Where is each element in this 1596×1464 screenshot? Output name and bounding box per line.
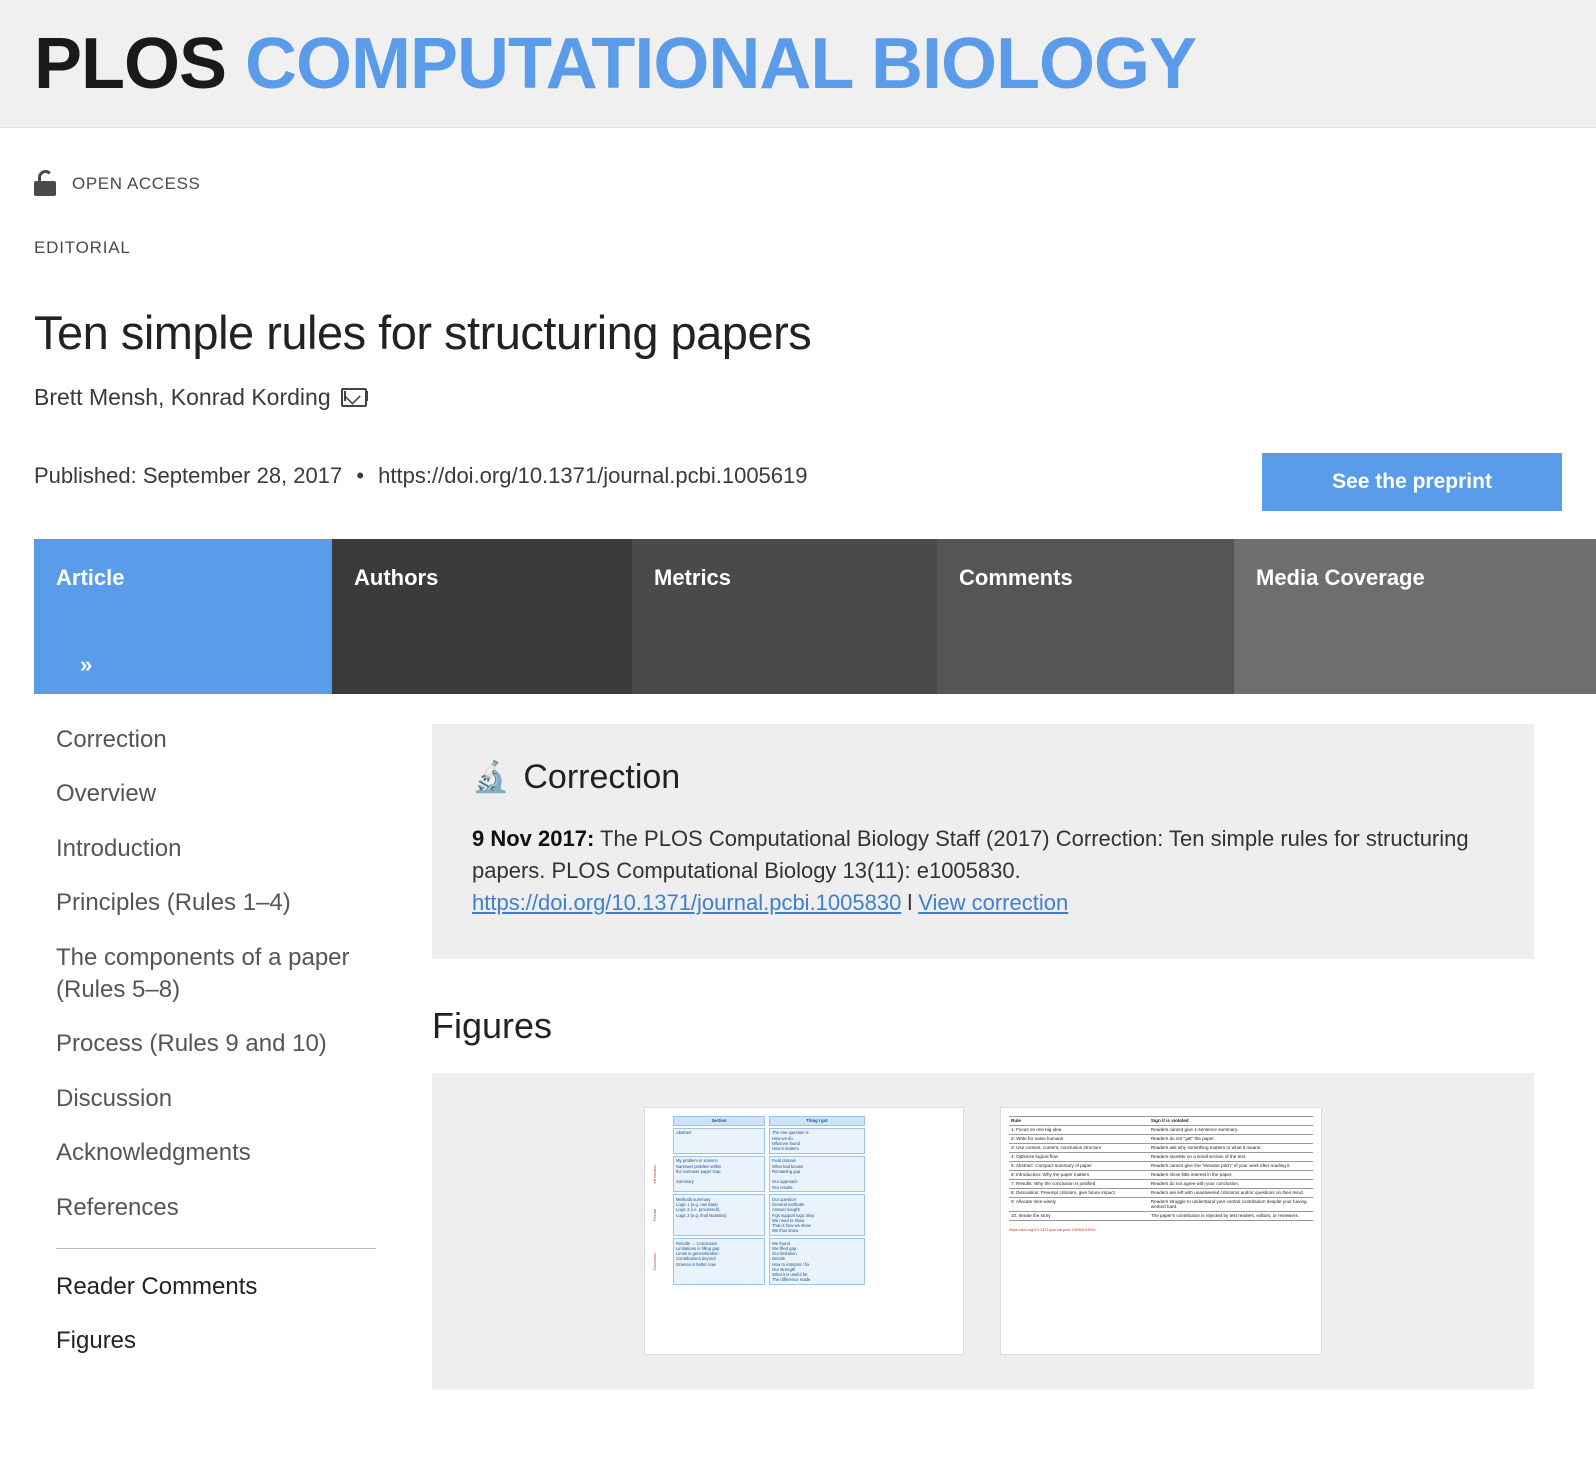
fig1-row-1-right: The one question is How we do What we found How it matters: [769, 1128, 865, 1154]
fig2-r9-c1: 9: Allocate time wisely: [1009, 1197, 1149, 1211]
published-date: Published: September 28, 2017: [34, 463, 343, 489]
fig2-r4-c1: 4: Optimize logical flow: [1009, 1152, 1149, 1161]
body-area: [34, 724, 1562, 1389]
table-row: [1009, 1197, 1313, 1211]
fig2-r3-c1: 3: Use context, content, conclusion structure: [1009, 1143, 1149, 1152]
fig2-r1-c1: 1: Focus on one big idea: [1009, 1125, 1149, 1134]
fig2-r9-c2: Readers struggle to understand your central contribution despite your having worked hard.: [1149, 1197, 1313, 1211]
publication-info: [34, 453, 808, 489]
publication-separator: •: [356, 463, 365, 489]
tab-metrics[interactable]: [632, 539, 937, 694]
fig2-doi: https://doi.org/10.1371/journal.pcbi.1005619.t001: [1009, 1226, 1096, 1232]
table-row: [1009, 1179, 1313, 1188]
figure-thumbnail-1[interactable]: [644, 1107, 964, 1355]
site-masthead: [0, 0, 1596, 128]
tab-media-coverage[interactable]: [1234, 539, 1596, 694]
table-row: [1009, 1170, 1313, 1179]
open-access-label: OPEN ACCESS: [72, 174, 201, 193]
email-icon[interactable]: [341, 388, 367, 407]
fig1-col-header-2: Thing I got: [769, 1116, 865, 1126]
tab-article-label: Article: [56, 565, 125, 591]
correction-citation: The PLOS Computational Biology Staff (2017) Correction: Ten simple rules for structuring papers. PLOS Computational Biology 13(11): e1005830.: [472, 826, 1469, 883]
fig2-r7-c2: Readers do not agree with your conclusion.: [1149, 1179, 1313, 1188]
correction-doi-link[interactable]: https://doi.org/10.1371/journal.pcbi.1005830: [472, 889, 902, 915]
fig2-r5-c1: 5: Abstract: Compact summary of paper: [1009, 1161, 1149, 1170]
tab-authors[interactable]: [332, 539, 632, 694]
fig2-r8-c2: Readers are left with unanswered criticisms and/or questions on their mind.: [1149, 1188, 1313, 1197]
article-main-content: [432, 724, 1562, 1389]
sidebar-item-components[interactable]: The components of a paper (Rules 5–8): [56, 943, 350, 1003]
figure-thumbnail-2[interactable]: [1000, 1107, 1322, 1355]
tab-authors-label: Authors: [354, 565, 439, 591]
table-row: [1009, 1143, 1313, 1152]
chevron-down-icon[interactable]: »: [80, 652, 93, 678]
fig2-r10-c1: 10: Iterate the story: [1009, 1211, 1149, 1220]
logo-journal-text: COMPUTATIONAL BIOLOGY: [245, 23, 1197, 104]
figures-heading: Figures: [432, 1004, 553, 1046]
fig2-r2-c2: Readers do not "get" the paper.: [1149, 1134, 1313, 1143]
publication-row: [34, 453, 1562, 511]
fig2-r2-c1: 2: Write for naive humans: [1009, 1134, 1149, 1143]
logo-plos-text: PLOS: [34, 23, 227, 104]
tab-metrics-label: Metrics: [654, 565, 732, 591]
fig2-header-rule: Rule: [1009, 1116, 1149, 1125]
sidebar-item-acknowledgments[interactable]: Acknowledgments: [56, 1139, 251, 1167]
sidebar-item-principles[interactable]: Principles (Rules 1–4): [56, 889, 291, 917]
plos-logo[interactable]: [34, 23, 1197, 104]
sidebar-item-introduction[interactable]: Introduction: [56, 834, 182, 862]
sidebar-item-process[interactable]: Process (Rules 9 and 10): [56, 1030, 327, 1058]
fig2-header-sign: Sign it is violated: [1149, 1116, 1313, 1125]
sidebar-item-figures[interactable]: Figures: [56, 1327, 137, 1355]
fig2-r6-c2: Readers show little interest in the paper.: [1149, 1170, 1313, 1179]
fig2-r7-c1: 7: Results: Why the conclusion is justified: [1009, 1179, 1149, 1188]
correction-heading-text: Correction: [523, 758, 681, 797]
fig2-table: [1009, 1116, 1313, 1221]
fig1-row-2-label: Introduction: [653, 1164, 657, 1184]
sidebar-item-references[interactable]: References: [56, 1193, 179, 1221]
fig1-row-4-right: We found We filled gap Our limitation Details How to interpret / fix Our strength What it is useful for The difference made: [769, 1238, 865, 1285]
tab-comments[interactable]: [937, 539, 1234, 694]
table-row: [1009, 1211, 1313, 1220]
article-doi[interactable]: https://doi.org/10.1371/journal.pcbi.1005619: [378, 463, 808, 489]
fig1-row-3-left: Methods summary Logic 1 (e.g. raw data) Logic 2 (i.e. processed) Logic 3 (e.g. final statistics): [673, 1194, 765, 1236]
view-correction-link[interactable]: View correction: [918, 889, 1069, 915]
fig1-col-header-1: Section: [673, 1116, 765, 1126]
sidebar-item-discussion[interactable]: Discussion: [56, 1084, 173, 1112]
fig1-row-4-label: Discussion: [653, 1253, 657, 1271]
sidebar-item-reader-comments[interactable]: Reader Comments: [56, 1272, 258, 1300]
correction-link-separator: l: [907, 889, 913, 915]
table-row: [1009, 1152, 1313, 1161]
tab-article[interactable]: [34, 539, 332, 694]
correction-heading: [472, 758, 1494, 797]
fig2-r1-c2: Readers cannot give 1-sentence summary.: [1149, 1125, 1313, 1134]
tab-media-coverage-label: Media Coverage: [1256, 565, 1425, 591]
correction-date: 9 Nov 2017:: [472, 826, 595, 852]
microscope-icon: 🔬: [472, 761, 510, 795]
fig1-row-1-left: Abstract: [673, 1128, 765, 1154]
open-access-row: [34, 170, 1562, 198]
sidebar-item-overview[interactable]: Overview: [56, 780, 157, 808]
table-row: [1009, 1188, 1313, 1197]
author-names: Brett Mensh, Konrad Kording: [34, 384, 331, 411]
table-row: [1009, 1125, 1313, 1134]
see-preprint-button[interactable]: See the preprint: [1262, 453, 1562, 511]
table-row: [1009, 1161, 1313, 1170]
correction-notice: [432, 724, 1534, 959]
article-tabs: [34, 539, 1562, 694]
figure-1-preview: [653, 1116, 955, 1346]
fig2-r3-c2: Readers ask why something matters or what it means.: [1149, 1143, 1313, 1152]
fig1-row-2-left: My problem in science Narrower problem within the narrower paper Gap Summary: [673, 1156, 765, 1193]
figure-2-preview: [1009, 1116, 1313, 1232]
fig2-r6-c1: 6: Introduction: Why the paper matters: [1009, 1170, 1149, 1179]
fig1-row-3-label: Results: [653, 1209, 657, 1222]
fig1-row-3-right: Our question General methods Answer sought Figs support logic step We need to show That is how we show We thus know: [769, 1194, 865, 1236]
sidebar-item-correction[interactable]: Correction: [56, 726, 167, 754]
table-row: [1009, 1134, 1313, 1143]
fig1-row-4-left: Results → Conclusion Limitations in filling gap Limits in generalization Contributions beyond Science is better now: [673, 1238, 765, 1285]
table-header-row: [1009, 1116, 1313, 1125]
sidebar-divider: [56, 1248, 376, 1249]
article-type-label: EDITORIAL: [34, 238, 131, 257]
correction-body: [472, 823, 1494, 919]
fig1-row-2-right: Field domain What had known Remaining gap Our approach Our results: [769, 1156, 865, 1193]
fig2-r4-c2: Readers stumble on a small section of the text.: [1149, 1152, 1313, 1161]
fig2-r8-c1: 8: Discussion: Preempt criticism, give future impact: [1009, 1188, 1149, 1197]
fig2-r5-c2: Readers cannot give the "elevator pitch" of your work after reading it.: [1149, 1161, 1313, 1170]
unlock-icon: [34, 170, 58, 198]
fig2-r10-c2: The paper's contribution is rejected by test readers, editors, or reviewers.: [1149, 1211, 1313, 1220]
page-title: Ten simple rules for structuring papers: [34, 306, 812, 359]
figures-thumbnail-strip: [432, 1073, 1534, 1389]
tab-comments-label: Comments: [959, 565, 1073, 591]
author-list: [34, 384, 1562, 411]
article-nav-sidebar: [34, 724, 394, 1389]
